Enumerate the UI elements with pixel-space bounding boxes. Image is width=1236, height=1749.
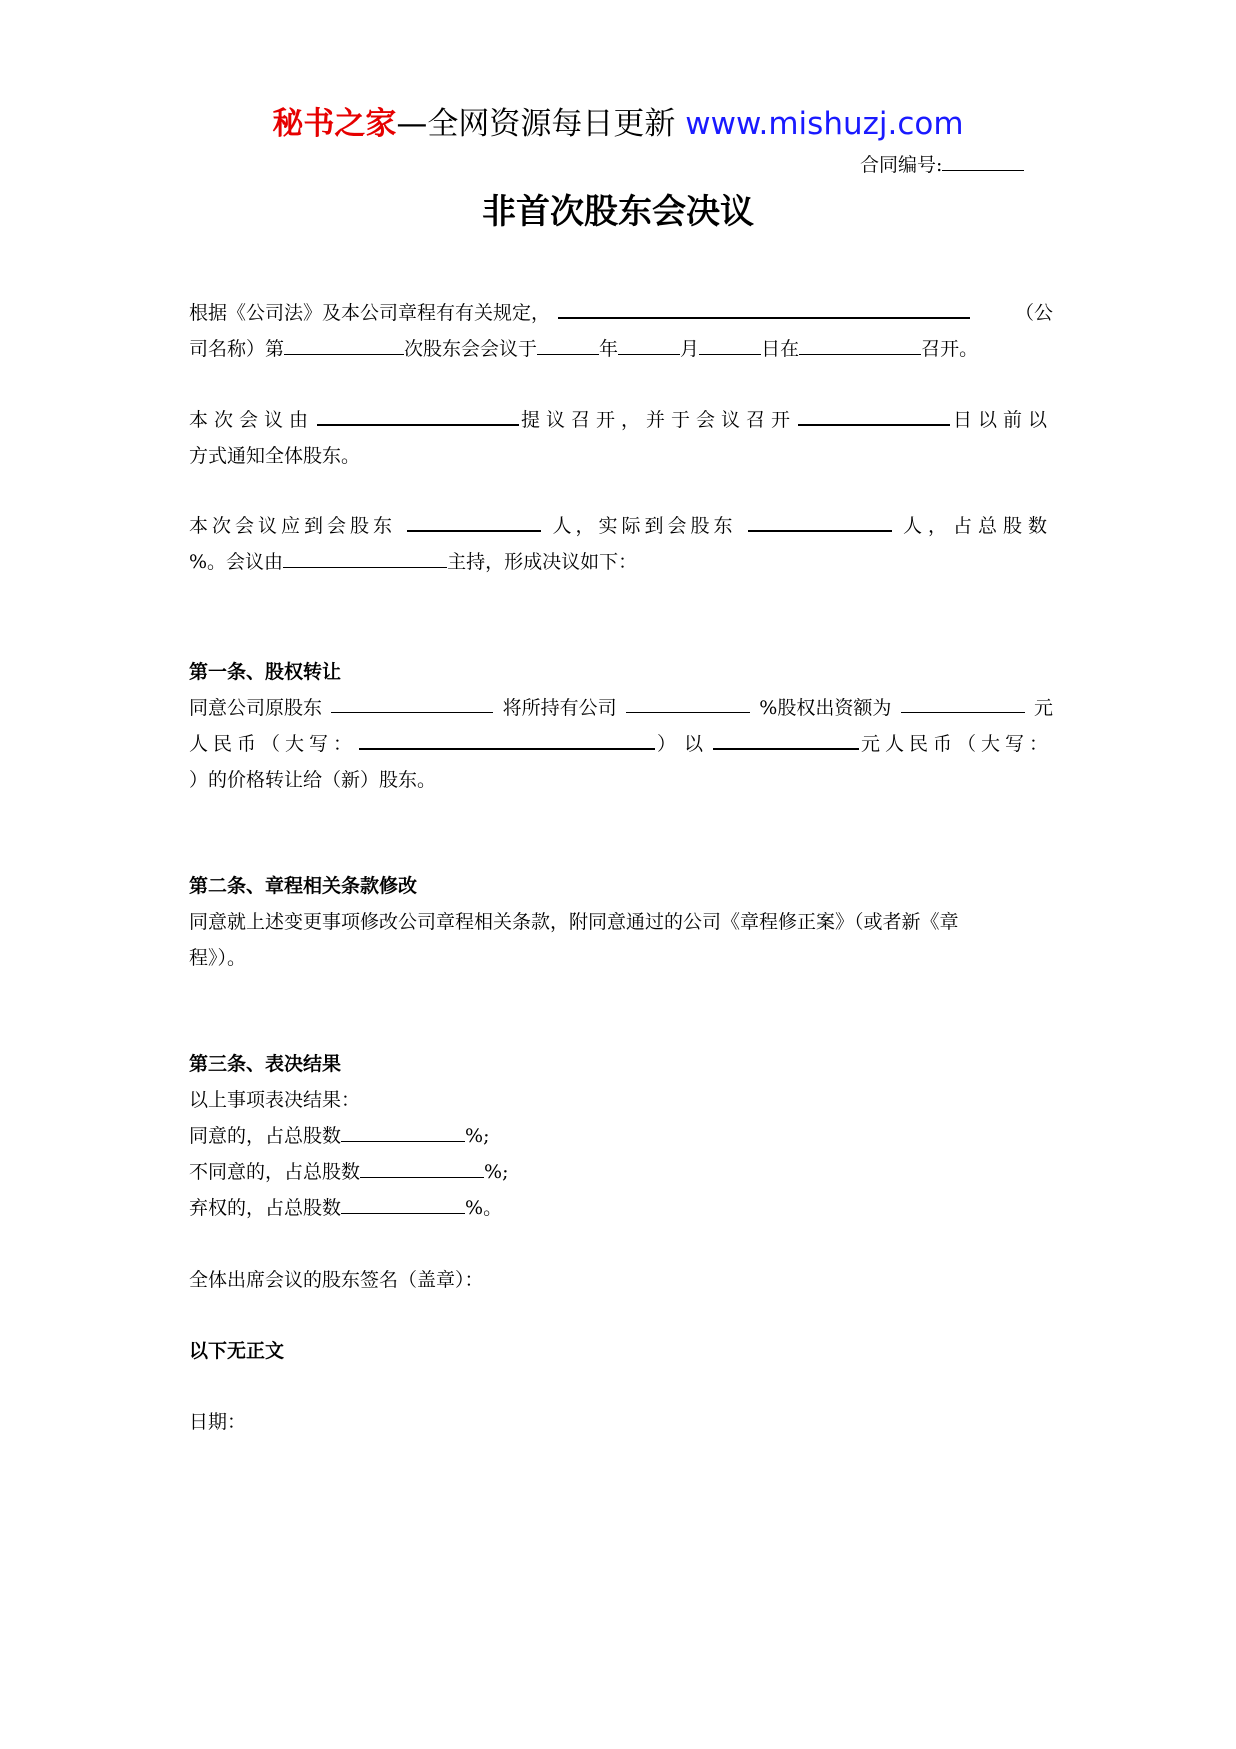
text-run: %。 [465, 1197, 503, 1219]
vote-disagree [189, 1154, 1053, 1190]
text-run: %股权出资额为 [759, 697, 892, 719]
text-run: 月 [680, 338, 700, 360]
banner-url-link[interactable]: www.mishuzj.com [685, 106, 964, 142]
end-note-block [189, 1333, 1053, 1369]
text-run: ）以 [656, 733, 711, 755]
text-run: 方式通知全体股东。 [189, 445, 361, 467]
signature-line [189, 1262, 1053, 1298]
location-blank [799, 332, 921, 355]
price-blank [713, 726, 859, 750]
article-2 [189, 868, 1053, 976]
text-run: 同意公司原股东 [189, 697, 323, 719]
text-run: 主持，形成决议如下： [447, 551, 638, 573]
article-3 [189, 1046, 1053, 1226]
text-run: 弃权的，占总股数 [189, 1197, 342, 1219]
share-percent-blank [626, 690, 750, 713]
contract-number-label: 合同编号: [860, 154, 943, 176]
text-line [189, 438, 1053, 474]
text-line [189, 726, 1053, 762]
document-title: 非首次股东会决议 [482, 192, 754, 232]
text-run: 元人民币（大写： [860, 733, 1053, 755]
text-run: 程》）。 [189, 947, 247, 969]
text-run: 日在 [761, 338, 800, 360]
text-run: %; [465, 1125, 490, 1147]
text-run: 同意的，占总股数 [189, 1125, 342, 1147]
text-run: 召开。 [921, 338, 979, 360]
text-run: ）的价格转让给（新）股东。 [189, 769, 437, 791]
article-1 [189, 654, 1053, 798]
year-blank [537, 332, 599, 355]
text-run: 本次会议由 [189, 409, 315, 431]
article-3-heading: 第三条、表决结果 [189, 1053, 342, 1075]
month-blank [618, 332, 680, 355]
vote-intro: 以上事项表决结果： [189, 1089, 361, 1111]
contract-number [860, 152, 1024, 177]
text-run: 人民币（大写： [189, 733, 358, 755]
text-line [189, 402, 1053, 438]
proposer-blank [317, 402, 519, 426]
text-run: 同意就上述变更事项修改公司章程相关条款，附同意通过的公司《章程修正案》（或者新《章 [189, 911, 959, 933]
text-run: （公 [1014, 302, 1053, 324]
intro-paragraph-2 [189, 402, 1053, 474]
disagree-percent-blank [360, 1155, 484, 1178]
banner-slogan: —全网资源每日更新 [396, 106, 676, 142]
text-line [189, 544, 1053, 580]
chair-blank [283, 545, 447, 568]
end-note: 以下无正文 [189, 1340, 285, 1362]
text-line [189, 331, 1053, 367]
text-run: 根据《公司法》及本公司章程有有关规定， [189, 302, 551, 324]
abstain-percent-blank [341, 1191, 465, 1214]
amount-in-words-blank [359, 726, 655, 750]
text-run: 提议召开，并于会议召开 [520, 409, 796, 431]
text-run: 将所持有公司 [502, 697, 617, 719]
text-run: %; [484, 1161, 509, 1183]
text-line [189, 690, 1053, 726]
banner-brand: 秘书之家 [272, 106, 397, 142]
intro-paragraph-1 [189, 295, 1053, 367]
actual-shareholders-blank [748, 508, 892, 532]
text-run: 年 [599, 338, 619, 360]
notice-days-blank [798, 402, 950, 426]
agree-percent-blank [341, 1119, 465, 1142]
original-shareholder-blank [331, 690, 493, 713]
article-2-heading: 第二条、章程相关条款修改 [189, 875, 418, 897]
day-blank [699, 332, 761, 355]
text-run: 元 [1033, 697, 1053, 719]
text-line [189, 940, 1053, 976]
intro-paragraph-3 [189, 508, 1053, 580]
site-banner [0, 104, 1236, 144]
vote-agree [189, 1118, 1053, 1154]
text-run: 司名称）第 [189, 338, 285, 360]
text-run: 人，占总股数 [902, 515, 1053, 537]
capital-amount-blank [901, 690, 1025, 713]
contract-number-blank [942, 152, 1024, 171]
text-run: %。会议由 [189, 551, 284, 573]
date-block [189, 1404, 1053, 1440]
text-run: 次股东会会议于 [404, 338, 538, 360]
text-run: 不同意的，占总股数 [189, 1161, 361, 1183]
text-line [189, 295, 1053, 331]
session-number-blank [284, 332, 404, 355]
expected-shareholders-blank [407, 508, 541, 532]
date-label: 日期： [189, 1411, 247, 1433]
text-run: 日以前以 [952, 409, 1053, 431]
vote-abstain [189, 1190, 1053, 1226]
text-run: 人，实际到会股东 [552, 515, 737, 537]
article-1-heading: 第一条、股权转让 [189, 661, 342, 683]
text-run: 本次会议应到会股东 [189, 515, 397, 537]
company-name-blank [558, 295, 970, 319]
signature-label: 全体出席会议的股东签名（盖章）： [189, 1269, 484, 1291]
text-line [189, 762, 1053, 798]
text-line [189, 904, 1053, 940]
text-line [189, 508, 1053, 544]
